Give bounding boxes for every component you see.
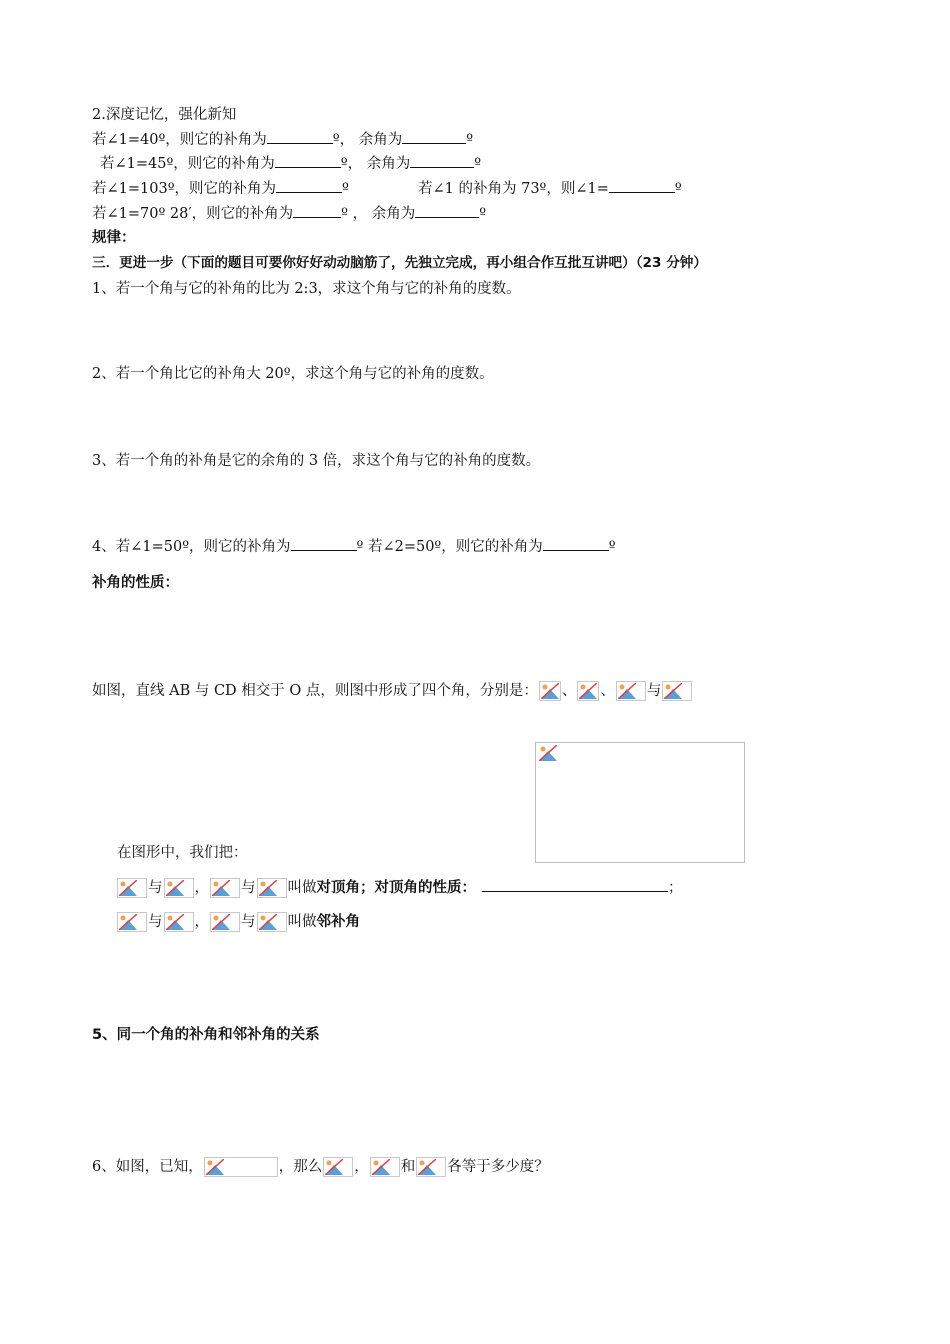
answer-blank[interactable] <box>267 128 333 144</box>
question-1: 1、若一个角与它的补角的比为 2:3，求这个角与它的补角的度数。 <box>92 281 521 297</box>
broken-image-icon <box>117 878 147 898</box>
broken-image-icon <box>257 878 287 898</box>
answer-blank[interactable] <box>293 202 341 218</box>
figure-image-frame <box>535 742 745 863</box>
broken-image-icon <box>117 912 147 932</box>
broken-image-icon <box>204 1157 278 1177</box>
supplement-property-label: 补角的性质： <box>92 575 179 591</box>
adjacent-angles-line: 与 ， 与 叫做邻补角 <box>116 911 360 933</box>
figure-intro-line: 如图，直线 AB 与 CD 相交于 O 点，则图中形成了四个角，分别是： 、 、 与 <box>92 680 693 702</box>
broken-image-icon <box>416 1157 446 1177</box>
broken-image-icon <box>164 912 194 932</box>
broken-image-icon <box>210 912 240 932</box>
vertical-angles-line: 与 ， 与 叫做对顶角；对顶角的性质： ； <box>116 876 683 899</box>
answer-blank[interactable] <box>291 535 357 551</box>
section-3-title: 三．更进一步（下面的题目可要你好好动动脑筋了，先独立完成，再小组合作互批互讲吧）（23 分钟） <box>92 255 707 271</box>
answer-blank[interactable] <box>276 177 342 193</box>
answer-blank[interactable] <box>543 535 609 551</box>
question-3: 3、若一个角的补角是它的余角的 3 倍，求这个角与它的补角的度数。 <box>92 453 541 469</box>
question-2: 2、若一个角比它的补角大 20º，求这个角与它的补角的度数。 <box>92 366 494 382</box>
answer-blank[interactable] <box>410 152 474 168</box>
drill-line-1: 若∠1=40º，则它的补角为 º， 余角为 º <box>92 128 473 151</box>
broken-image-icon <box>323 1157 353 1177</box>
answer-blank[interactable] <box>275 152 341 168</box>
drill-line-4: 若∠1=70º 28′，则它的补角为 º ， 余角为 º <box>92 202 486 225</box>
rule-label: 规律： <box>92 230 136 246</box>
broken-image-icon <box>538 744 558 762</box>
answer-blank[interactable] <box>415 202 479 218</box>
answer-blank[interactable] <box>482 876 668 892</box>
broken-image-icon <box>577 681 599 701</box>
broken-image-icon <box>164 878 194 898</box>
answer-blank[interactable] <box>402 128 466 144</box>
drill-line-3b: 若∠1 的补角为 73º，则∠1= º <box>418 177 682 200</box>
broken-image-icon <box>539 681 561 701</box>
broken-image-icon <box>662 681 692 701</box>
question-6: 6、如图，已知， ，那么 ， 和 各等于多少度？ <box>92 1159 549 1175</box>
section-2-title: 2.深度记忆，强化新知 <box>92 107 237 123</box>
answer-blank[interactable] <box>609 177 675 193</box>
drill-line-2: 若∠1=45º，则它的补角为 º， 余角为 º <box>100 152 481 175</box>
question-4: 4、若∠1=50º，则它的补角为 º 若∠2=50º，则它的补角为 º <box>92 535 616 558</box>
broken-image-icon <box>370 1157 400 1177</box>
broken-image-icon <box>616 681 646 701</box>
broken-image-icon <box>210 878 240 898</box>
drill-line-3: 若∠1=103º，则它的补角为 º <box>92 177 349 200</box>
broken-image-icon <box>257 912 287 932</box>
question-5: 5、同一个角的补角和邻补角的关系 <box>92 1027 320 1043</box>
in-figure-text: 在图形中，我们把： <box>117 845 248 861</box>
